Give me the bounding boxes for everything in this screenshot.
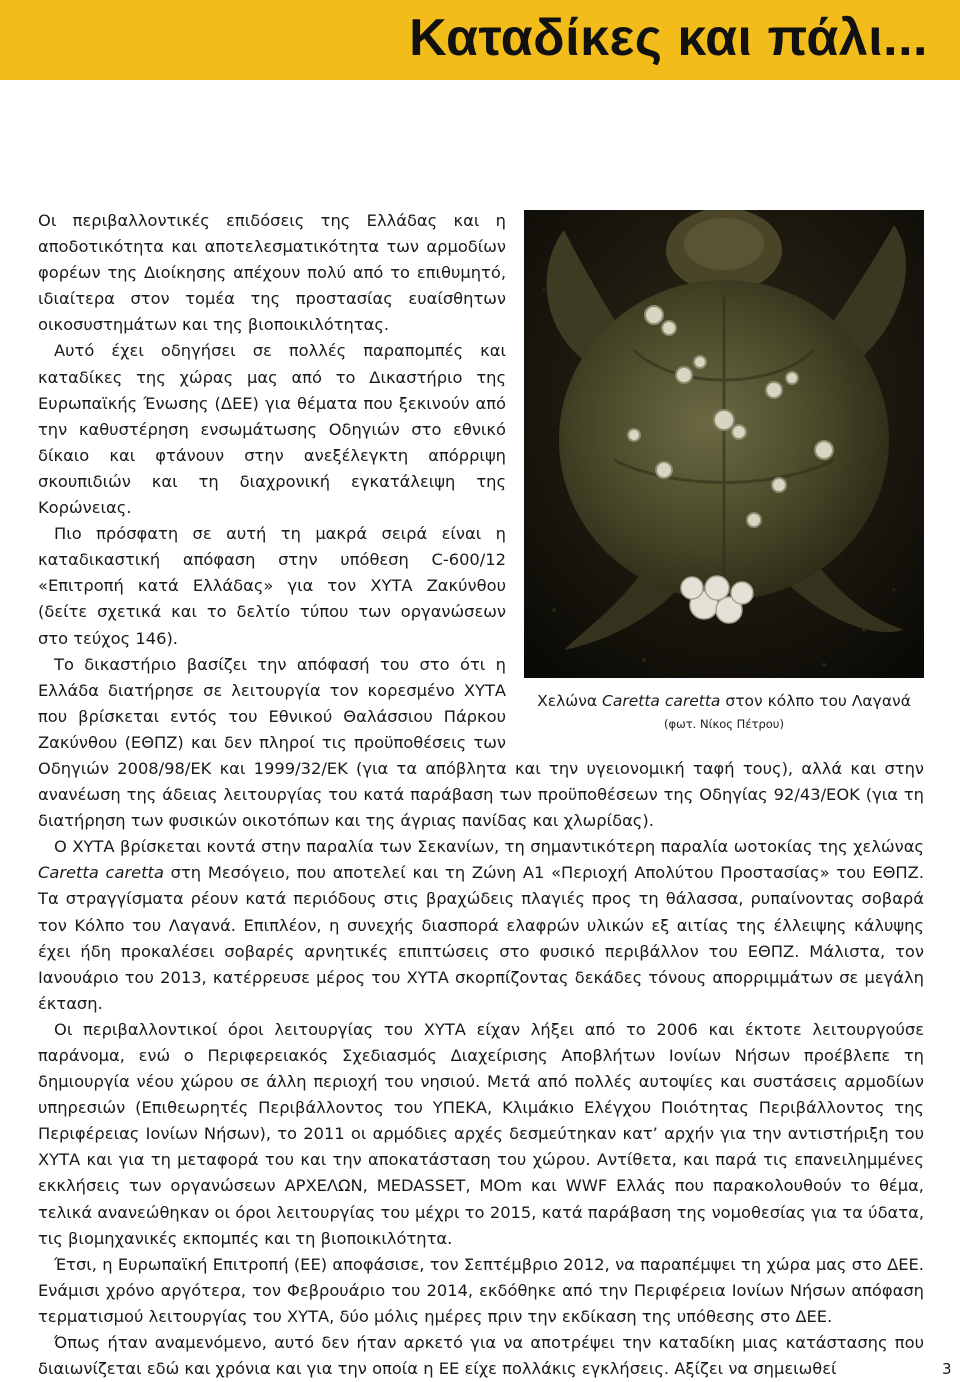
paragraph-intro: Οι περιβαλλοντικές επιδόσεις της Ελλάδας και η αποδοτικότητα και αποτελεσματικότητα των αρμοδίων φορέων της Διοίκησης απέχουν πολύ από το επιθυμητό, ιδιαίτερα στον τομέα της προστασίας ευαίσθητων οικοσυστημάτων και της βιοποικιλότητας. — [38, 211, 506, 335]
p5-species: Caretta caretta — [38, 863, 164, 883]
title-bar — [0, 0, 960, 80]
paragraph-conclusion: Όπως ήταν αναμενόμενο, αυτό δεν ήταν αρκετό για να αποτρέψει την καταδίκη μιας κατάστασης που διαιωνίζεται εδώ και χρόνια και για την οποία η ΕΕ είχε πολλάκις εγκλήσεις. Αξίζει να σημειωθεί — [38, 1333, 924, 1379]
paragraph-referral: Έτσι, η Ευρωπαϊκή Επιτροπή (ΕΕ) αποφάσισε, τον Σεπτέμβριο 2012, να παραπέμψει τη χώρα μας στο ΔΕΕ. Ενάμισι χρόνο αργότερα, τον Φεβρουάριο του 2014, εκδόθηκε από την Περιφέρεια Ιονίων Νήσων απόφαση τερματισμού λειτουργίας του ΧΥΤΑ, δύο μόλις ημέρες πριν την εκδίκαση της υπόθεσης στο ΔΕΕ. — [38, 1254, 924, 1326]
caption-prefix: Χελώνα — [537, 692, 603, 710]
paragraph-court: Το δικαστήριο βασίζει την απόφασή του στο ότι η Ελλάδα διατήρησε σε λειτουργία τον κορεσμένο ΧΥΤΑ που βρίσκεται εντός του Εθνικού Θαλάσσιου Πάρκου Ζακύνθου (ΕΘΠΖ) και δεν πληροί τις προϋποθέσεις των Οδηγιών 2008/98/ΕΚ και 1999/32/ΕΚ (για τα απόβλητα και την υγειονομική ταφή τους), αλλά και στην ανανέωση της άδειας λειτουργίας του κατά παράβαση των προϋποθέσεων της Οδηγίας 92/43/ΕΟΚ (για τη διατήρηση των φυσικών οικοτόπων και της άγριας πανίδας και χλωρίδας). — [38, 654, 924, 831]
caption-species: Caretta caretta — [602, 692, 721, 710]
article-body — [38, 208, 924, 1382]
caption-location: στον κόλπο του Λαγανά — [720, 692, 911, 710]
p5-end: στη Μεσόγειο, που αποτελεί και τη Ζώνη Α1 «Περιοχή Απολύτου Προστασίας» του ΕΘΠΖ. Τα στραγγίσματα ρέουν κατά περιόδους στις βραχώδεις πλαγιές προς τη θάλασσα, ρυπαίνοντας σοβαρά τον Κόλπο του Λαγανά. Επιπλέον, η συνεχής διασπορά ελαφρών υλικών εξ αιτίας της έλλειψης κάλυψης έχει ήδη προκαλέσει σοβαρές αρνητικές επιπτώσεις στο φυσικό περιβάλλον του ΕΘΠΖ. Μάλιστα, τον Ιανουάριο του 2013, κατέρρευσε μέρος του ΧΥΤΑ σκορπίζοντας δεκάδες τόνους απορριμμάτων σε μεγάλη έκταση. — [38, 863, 925, 1013]
photo-credit: (φωτ. Νίκος Πέτρου) — [664, 717, 784, 731]
page-number: 3 — [942, 1360, 952, 1378]
turtle-photo — [524, 210, 924, 678]
p5-start: Ο ΧΥΤΑ βρίσκεται κοντά στην παραλία των Σεκανίων, τη σημαντικότερη παραλία ωοτοκίας της χελώνας — [54, 837, 924, 857]
page-title: Καταδίκες και πάλι... — [409, 9, 928, 67]
photo-caption — [524, 690, 924, 735]
paragraph-landfill-location — [38, 834, 924, 1017]
paragraph-environmental-terms: Οι περιβαλλοντικοί όροι λειτουργίας του ΧΥΤΑ είχαν λήξει από το 2006 και έκτοτε λειτουργούσε παράνομα, ενώ ο Περιφερειακός Σχεδιασμός Διαχείρισης Αποβλήτων Ιονίων Νήσων προέβλεπε τη δημιουργία νέου χώρου σε άλλη περιοχή του νησιού. Μετά από πολλές αυτοψίες και συστάσεις αρμοδίων υπηρεσιών (Επιθεωρητές Περιβάλλοντος του ΥΠΕΚΑ, Κλιμάκιο Ελέγχου Ποιότητας Περιβάλλοντος της Περιφέρειας Ιονίων Νήσων), το 2011 οι αρμόδιες αρχές δεσμεύτηκαν κατ’ αρχήν για την αντιστήριξη του ΧΥΤΑ και για τη μεταφορά του και την αποκατάσταση του χώρου. Αντίθετα, και παρά τις επανειλημμένες εκκλήσεις των οργανώσεων ΑΡΧΕΛΩΝ, MEDASSET, MOm και WWF Ελλάς που παρακολουθούν το θέμα, τελικά ανανεώθηκαν οι όροι λειτουργίας του μέχρι το 2015, κατά παράβαση της νομοθεσίας για τα ύδατα, τις βιομηχανικές εκπομπές και τη βιοποικιλότητα. — [38, 1019, 924, 1248]
paragraph-convictions: Αυτό έχει οδηγήσει σε πολλές παραπομπές και καταδίκες της χώρας μας από το Δικαστήριο της Ευρωπαϊκής Ένωσης (ΔΕΕ) για θέματα που ξεκινούν από την καθυστέρηση ενσωμάτωσης Οδηγιών στο εθνικό δίκαιο και φτάνουν στην ανεξέλεγκτη απόρριψη σκουπιδιών και τη διαχρονική εγκατάλειψη της Κορώνειας. — [38, 341, 506, 518]
paragraph-case: Πιο πρόσφατη σε αυτή τη μακρά σειρά είναι η καταδικαστική απόφαση στην υπόθεση C-600/12 «Επιτροπή κατά Ελλάδας» για τον ΧΥΤΑ Ζακύνθου (δείτε σχετικά και το δελτίο τύπου των οργανώσεων στο τεύχος 146). — [38, 524, 506, 648]
turtle-figure — [524, 210, 924, 745]
